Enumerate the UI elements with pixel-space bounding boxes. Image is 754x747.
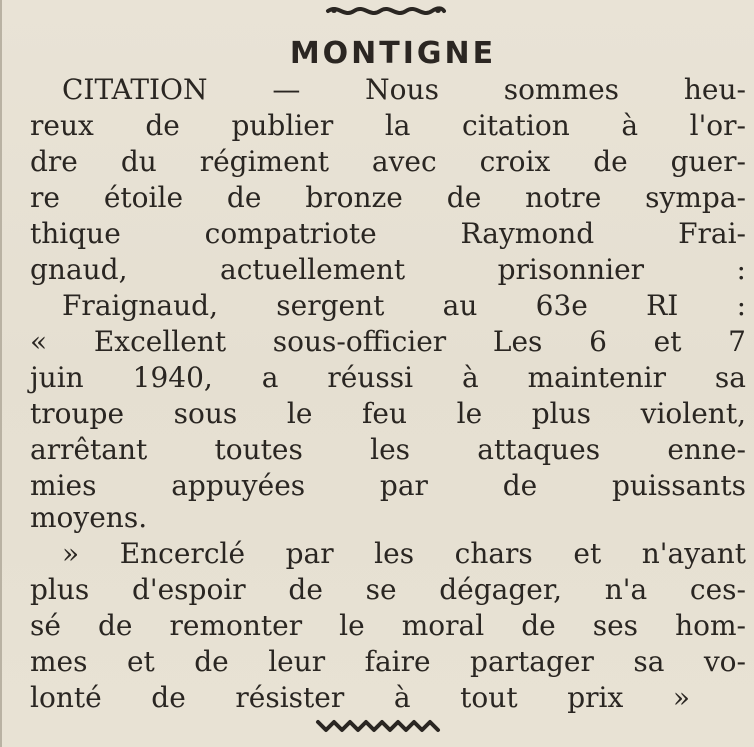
article-line: plus d'espoir de se dégager, n'a ces-: [30, 573, 746, 606]
article-heading: MONTIGNE: [289, 36, 497, 71]
article-line: troupe sous le feu le plus violent,: [30, 397, 746, 430]
article-line: mies appuyées par de puissants: [30, 469, 746, 502]
article-line: re étoile de bronze de notre sympa-: [30, 181, 746, 214]
article-line: » Encerclé par les chars et n'ayant: [62, 537, 746, 570]
bottom-ornament-icon: [314, 716, 446, 734]
article-line: moyens.: [30, 501, 148, 534]
article-line: reux de publier la citation à l'or-: [30, 109, 746, 142]
article-line: « Excellent sous-officier Les 6 et 7: [30, 325, 746, 358]
article-line: gnaud, actuellement prisonnier :: [30, 253, 746, 286]
article-line: thique compatriote Raymond Frai-: [30, 217, 746, 250]
article-line: dre du régiment avec croix de guer-: [30, 145, 746, 178]
article-line: juin 1940, a réussi à maintenir sa: [30, 361, 746, 394]
article-line: lonté de résister à tout prix »: [30, 681, 690, 714]
article-line: Fraignaud, sergent au 63e RI :: [62, 289, 746, 322]
article-line: CITATION — Nous sommes heu-: [62, 73, 746, 106]
article-line: sé de remonter le moral de ses hom-: [30, 609, 746, 642]
article-line: arrêtant toutes les attaques enne-: [30, 433, 746, 466]
article-line: mes et de leur faire partager sa vo-: [30, 645, 746, 678]
top-ornament-icon: [324, 2, 448, 20]
